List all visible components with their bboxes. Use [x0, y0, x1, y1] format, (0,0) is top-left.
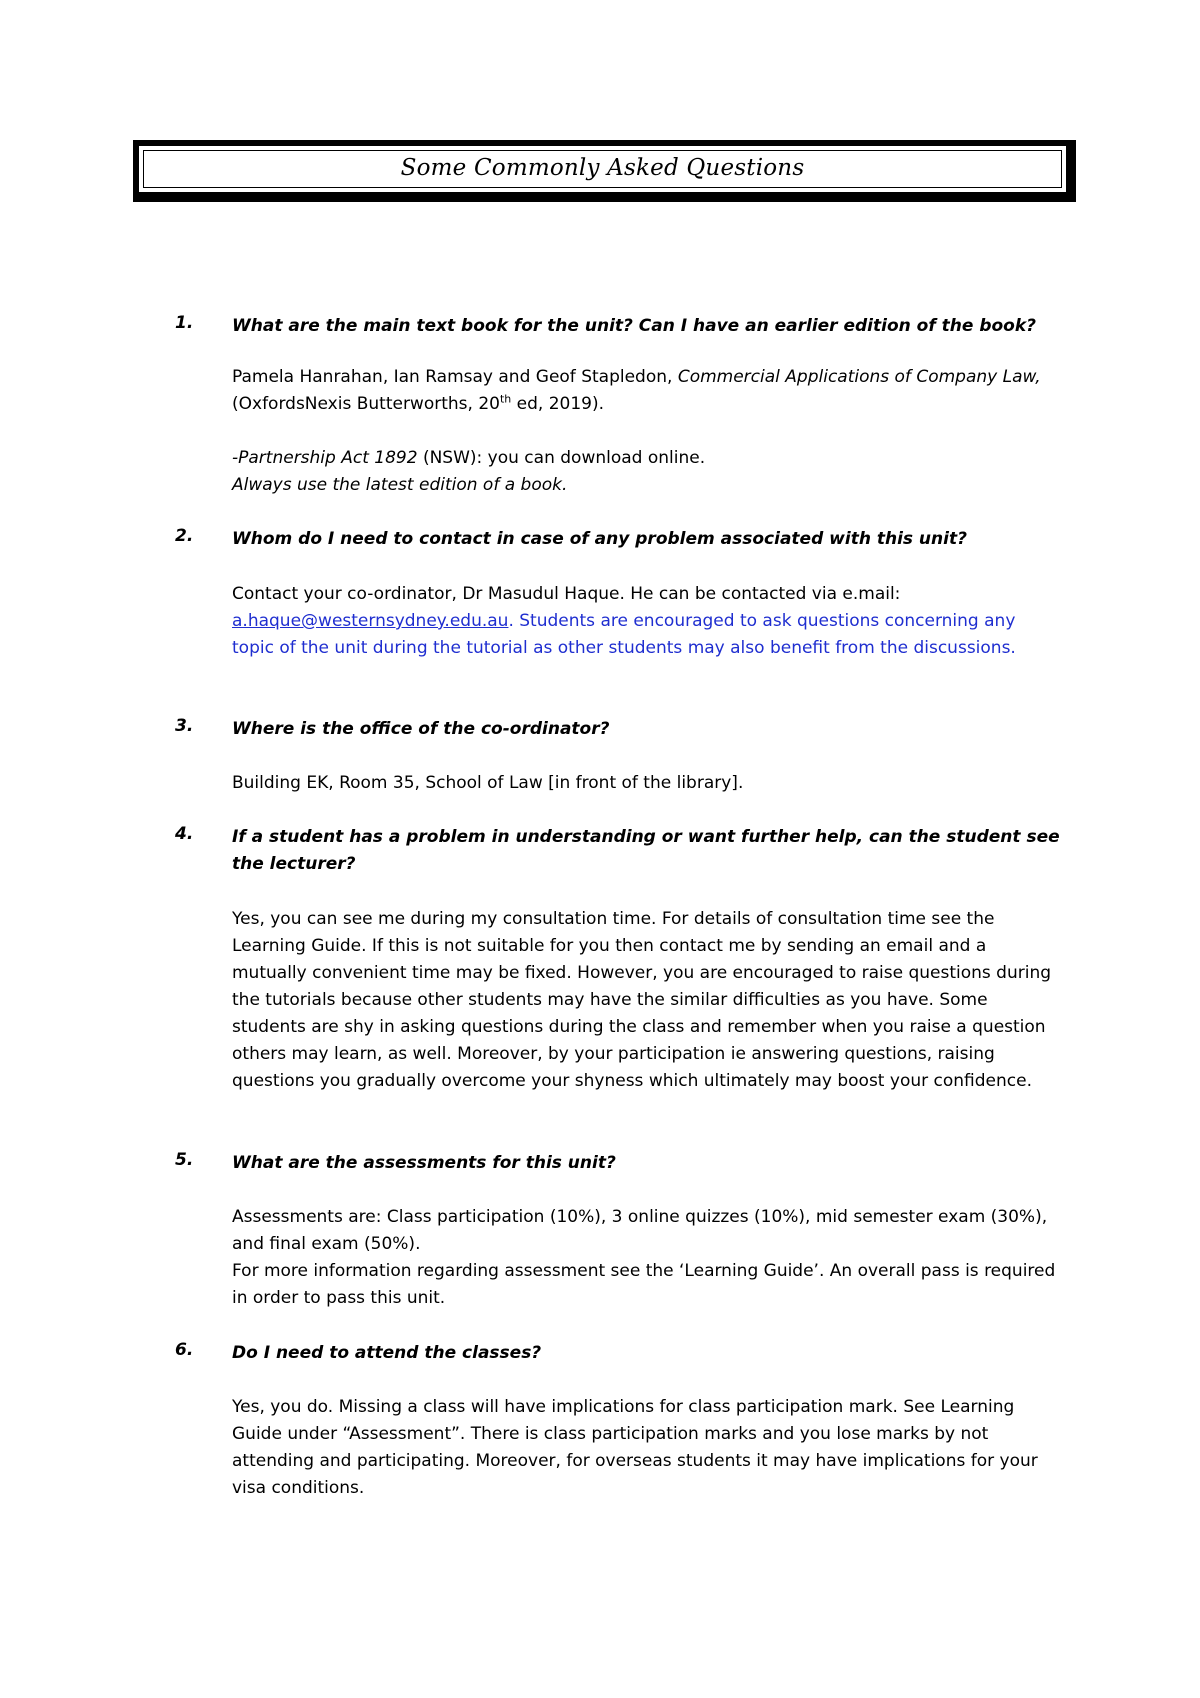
assessment-info: For more information regarding assessment see the ‘Learning Guide’. An overall pass is required in order to pass this unit.	[232, 1261, 1056, 1308]
question-text: What are the main text book for the unit? Can I have an earlier edition of the book?	[232, 316, 1037, 336]
contact-text: Contact your co-ordinator, Dr Masudul Haque. He can be contacted via e.mail:	[232, 584, 901, 604]
encouragement-text: . Students are encouraged to ask questions concerning any topic of the unit during the tutorial as other students may also benefit from the discussions.	[232, 611, 1016, 658]
answer-text	[232, 1204, 1062, 1312]
answer-text	[232, 364, 1062, 418]
textbook-year: ed, 2019).	[511, 394, 605, 414]
act-title: -Partnership Act 1892	[232, 448, 418, 468]
answer-text: Building EK, Room 35, School of Law [in front of the library].	[232, 773, 744, 793]
page-title: Some Commonly Asked Questions	[400, 155, 805, 181]
question-number: 6.	[175, 1340, 194, 1360]
question-text: Do I need to attend the classes?	[232, 1343, 542, 1363]
edition-superscript: th	[499, 392, 512, 406]
answer-text: Yes, you can see me during my consultation time. For details of consultation time see the Learning Guide. If this is not suitable for you then contact me by sending an email and a mutually convenient time may be fixed. However, you are encouraged to raise questions during the tutorials because other students may have the similar difficulties as you have. Some students are shy in asking questions during the class and remember when you raise a question others may learn, as well. Moreover, by your participation ie answering questions, raising questions you gradually overcome your shyness which ultimately may boost your confidence.	[232, 909, 1052, 1091]
answer-text: Yes, you do. Missing a class will have implications for class participation mark. See Learning Guide under “Assessment”. There is class participation marks and you lose marks by not attending and participating. Moreover, for overseas students it may have implications for your visa conditions.	[232, 1397, 1038, 1498]
textbook-authors: Pamela Hanrahan, Ian Ramsay and Geof Stapledon,	[232, 367, 678, 387]
edition-note: Always use the latest edition of a book.	[232, 475, 568, 495]
answer-text	[232, 445, 1062, 499]
question-number: 3.	[175, 716, 194, 736]
question-number: 1.	[175, 313, 194, 333]
textbook-publisher: (OxfordsNexis Butterworths, 20	[232, 394, 500, 414]
act-details: (NSW): you can download online.	[417, 448, 706, 468]
textbook-title: Commercial Applications of Company Law,	[677, 367, 1041, 387]
answer-text	[232, 581, 1062, 662]
title-box	[133, 140, 1076, 202]
title-inner-border	[143, 150, 1062, 188]
question-text: If a student has a problem in understanding or want further help, can the student see the lecturer?	[232, 827, 1060, 874]
question-number: 2.	[175, 526, 194, 546]
question-number: 5.	[175, 1150, 194, 1170]
question-text: Where is the office of the co-ordinator?	[232, 719, 610, 739]
question-text: Whom do I need to contact in case of any problem associated with this unit?	[232, 529, 967, 549]
email-link[interactable]: a.haque@westernsydney.edu.au	[232, 611, 509, 631]
question-number: 4.	[175, 824, 194, 844]
assessment-breakdown: Assessments are: Class participation (10%), 3 online quizzes (10%), mid semester exam (30%), and final exam (50%).	[232, 1207, 1048, 1254]
question-text: What are the assessments for this unit?	[232, 1153, 616, 1173]
